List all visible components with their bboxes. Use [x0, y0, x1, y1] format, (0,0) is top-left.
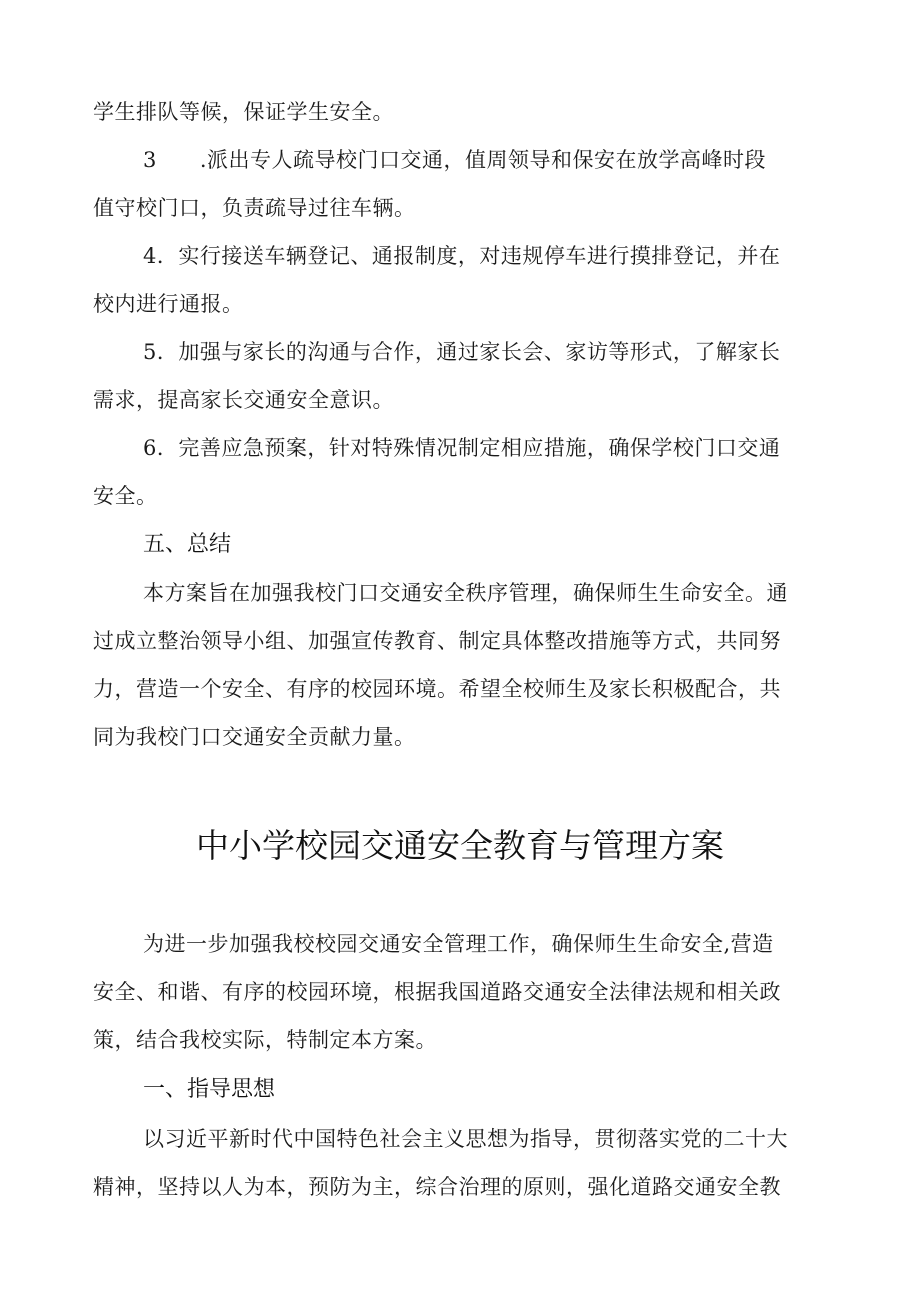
document-title: 中小学校园交通安全教育与管理方案 — [196, 826, 724, 865]
summary-line-4: 同为我校门口交通安全贡献力量。 — [93, 725, 416, 749]
item2-tail-line: 学生排队等候，保证学生安全。 — [93, 100, 394, 124]
summary-line-3: 力，营造一个安全、有序的校园环境。希望全校师生及家长积极配合，共 — [93, 677, 781, 701]
summary-line-1: 本方案旨在加强我校门口交通安全秩序管理，确保师生生命安全。通 — [143, 581, 788, 605]
section1-heading: 一、指导思想 — [143, 1077, 276, 1102]
item5-line-2: 需求，提高家长交通安全意识。 — [93, 388, 394, 412]
intro-line-3: 策，结合我校实际，特制定本方案。 — [93, 1028, 437, 1052]
item5-line-1: 5．加强与家长的沟通与合作，通过家长会、家访等形式，了解家长 — [143, 340, 781, 364]
section1-line-1: 以习近平新时代中国特色社会主义思想为指导，贯彻落实党的二十大 — [143, 1127, 788, 1151]
item6-line-1: 6．完善应急预案，针对特殊情况制定相应措施，确保学校门口交通 — [143, 436, 781, 460]
summary-heading: 五、总结 — [143, 532, 232, 557]
item6-line-2: 安全。 — [93, 484, 158, 508]
intro-line-1: 为进一步加强我校校园交通安全管理工作，确保师生生命安全,营造 — [143, 932, 774, 956]
summary-line-2: 过成立整治领导小组、加强宣传教育、制定具体整改措施等方式，共同努 — [93, 629, 781, 653]
item4-line-2: 校内进行通报。 — [93, 292, 244, 316]
section1-line-2: 精神，坚持以人为本，预防为主，综合治理的原则，强化道路交通安全教 — [93, 1175, 781, 1199]
item3-line-2: 值守校门口，负责疏导过往车辆。 — [93, 196, 416, 220]
item3-line-1: 3 .派出专人疏导校门口交通，值周领导和保安在放学高峰时段 — [143, 148, 767, 172]
item4-line-1: 4．实行接送车辆登记、通报制度，对违规停车进行摸排登记，并在 — [143, 244, 781, 268]
intro-line-2: 安全、和谐、有序的校园环境，根据我国道路交通安全法律法规和相关政 — [93, 980, 781, 1004]
